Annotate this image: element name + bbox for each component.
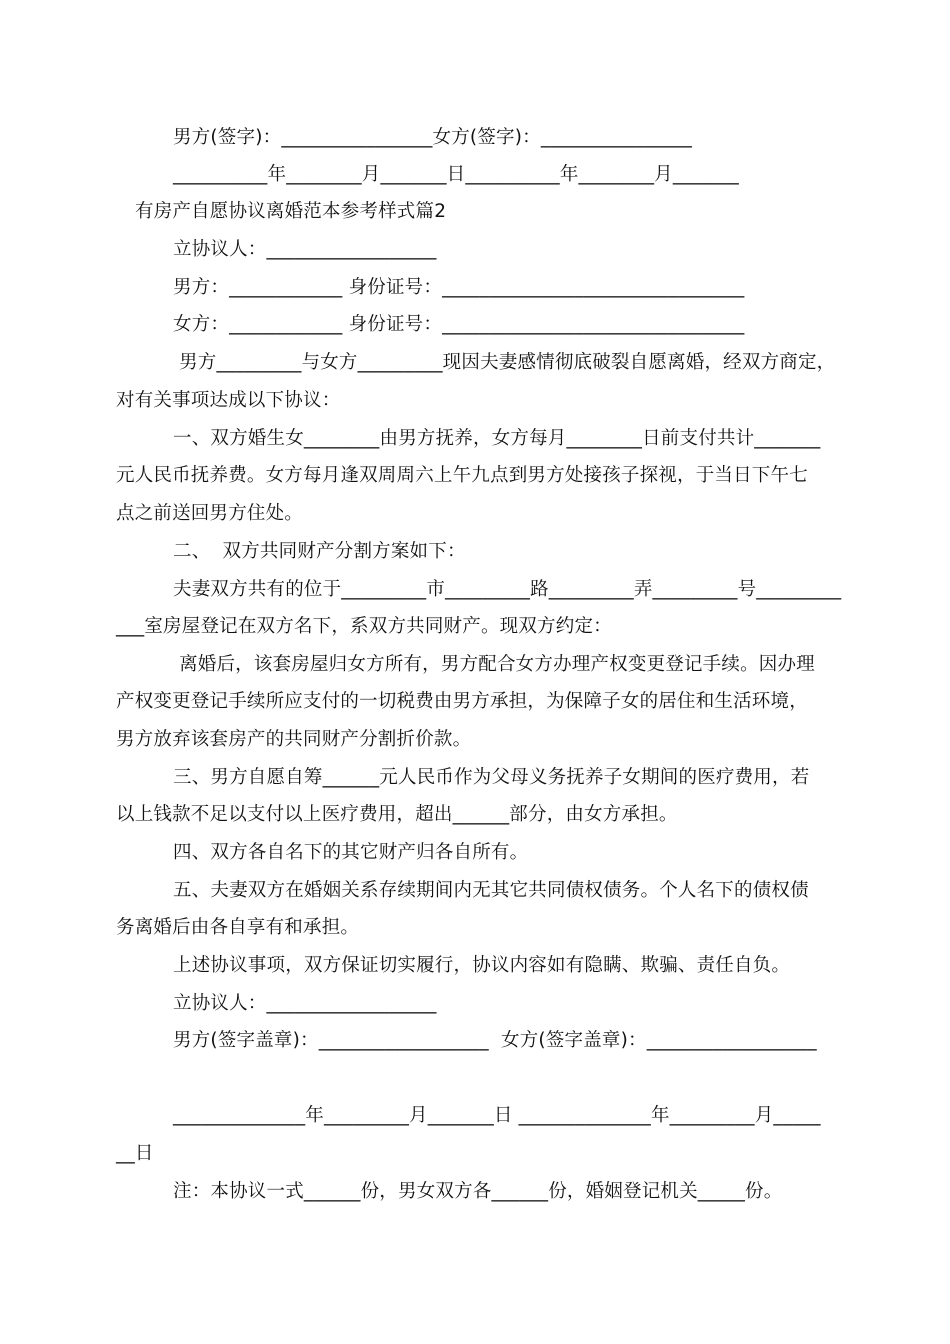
property-paragraph-line: 离婚后，该套房屋归女方所有，男方配合女方办理产权变更登记手续。因办理 — [173, 654, 815, 675]
paragraph-line: 男方_________与女方_________现因夫妻感情彻底破裂自愿离婚，经双方商定， — [173, 352, 836, 373]
date-line-2-continued: __日 — [116, 1143, 154, 1164]
property-paragraph-line: 男方放弃该套房产的共同财产分割折价款。 — [116, 729, 472, 750]
agreement-party-line-2: 立协议人：__________________ — [173, 993, 437, 1014]
signature-seal-line: 男方(签字盖章)：__________________ 女方(签字盖章)：__________________ — [173, 1030, 817, 1051]
male-id-line: 男方：____________ 身份证号：________________________________ — [173, 277, 745, 298]
paragraph-line: 对有关事项达成以下协议： — [116, 390, 341, 411]
clause-1-line: 一、双方婚生女________由男方抚养，女方每月________日前支付共计_______ — [173, 428, 821, 449]
guarantee-line: 上述协议事项，双方保证切实履行，协议内容如有隐瞒、欺骗、责任自负。 — [173, 955, 791, 976]
signature-line-1: 男方(签字)：________________女方(签字)：________________ — [173, 127, 693, 148]
property-line: ___室房屋登记在双方名下，系双方共同财产。现双方约定： — [116, 616, 612, 637]
section-title: 有房产自愿协议离婚范本参考样式篇2 — [135, 201, 447, 222]
property-paragraph-line: 产权变更登记手续所应支付的一切税费由男方承担，为保障子女的居住和生活环境， — [116, 691, 808, 712]
female-id-line: 女方：____________ 身份证号：________________________________ — [173, 314, 745, 335]
clause-4-line: 四、双方各自名下的其它财产归各自所有。 — [173, 842, 529, 863]
clause-5-line: 务离婚后由各自享有和承担。 — [116, 917, 360, 938]
property-line: 夫妻双方共有的位于_________市_________路_________弄_________号_________ — [173, 579, 842, 600]
clause-3-line: 三、男方自愿自筹______元人民币作为父母义务抚养子女期间的医疗费用，若 — [173, 767, 810, 788]
note-line: 注：本协议一式______份，男女双方各______份，婚姻登记机关_____份。 — [173, 1181, 783, 1202]
clause-1-line: 点之前送回男方住处。 — [116, 503, 304, 524]
date-line-2: ______________年_________月_______日 ______________年_________月_____ — [173, 1105, 821, 1126]
clause-1-line: 元人民币抚养费。女方每月逢双周周六上午九点到男方处接孩子探视，于当日下午七 — [116, 465, 808, 486]
agreement-party-line: 立协议人：__________________ — [173, 239, 437, 260]
clause-5-line: 五、夫妻双方在婚姻关系存续期间内无其它共同债权债务。个人名下的债权债 — [173, 880, 809, 901]
clause-2-heading: 二、 双方共同财产分割方案如下： — [173, 541, 466, 562]
date-line-1: __________年________月_______日__________年________月_______ — [173, 164, 740, 185]
clause-3-line: 以上钱款不足以支付以上医疗费用，超出______部分，由女方承担。 — [116, 804, 678, 825]
